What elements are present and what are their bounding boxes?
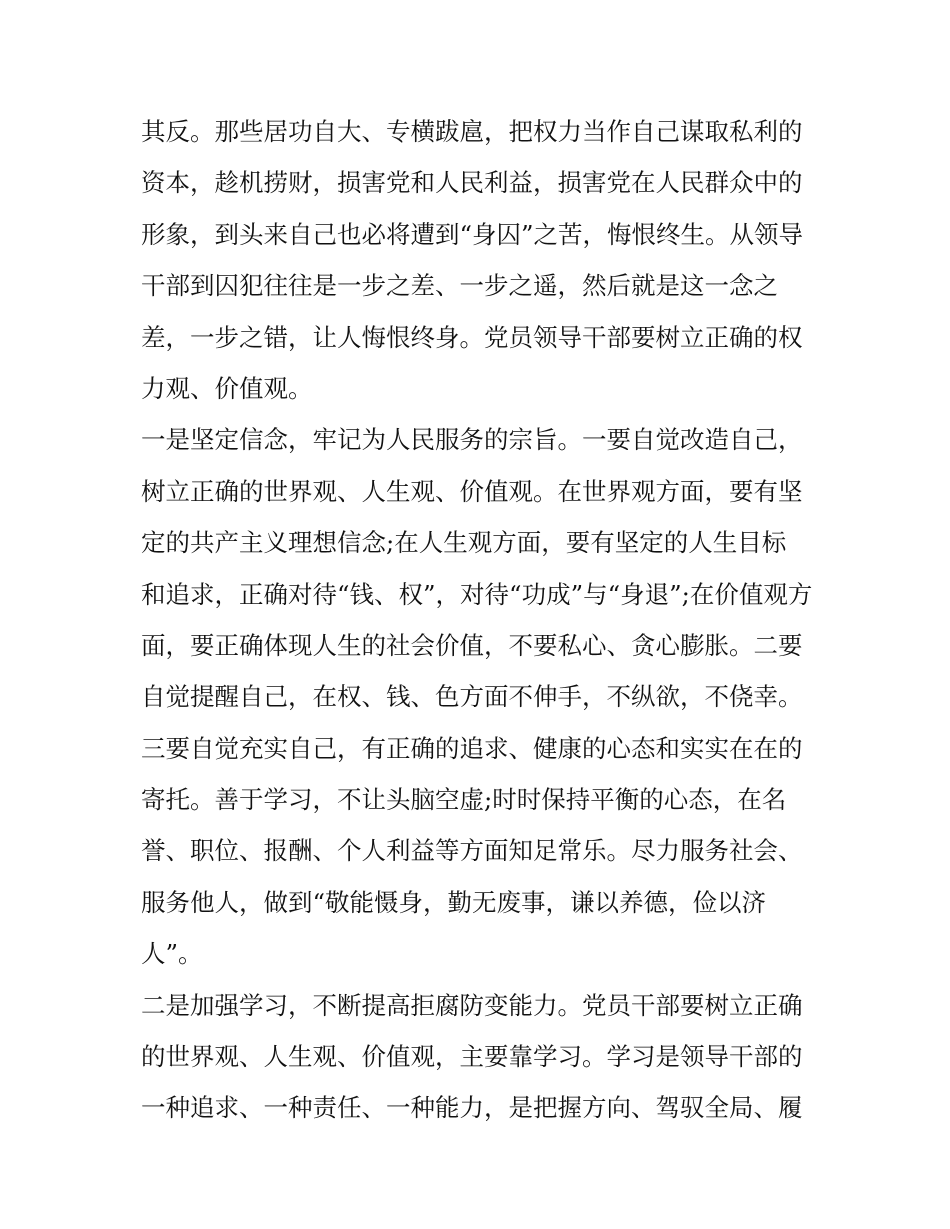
text-line: 形象，到头来自己也必将遭到“身囚”之苦，悔恨终生。从领导 xyxy=(141,219,804,249)
document-body-text xyxy=(141,106,821,1134)
text-line: 三要自觉充实自己，有正确的追求、健康的心态和实实在在的 xyxy=(141,733,803,763)
text-line: 二是加强学习，不断提高拒腐防变能力。党员干部要树立正确 xyxy=(141,990,803,1020)
text-line: 和追求，正确对待“钱、权”，对待“功成”与“身退”;在价值观方 xyxy=(141,579,813,609)
text-line: 面，要正确体现人生的社会价值，不要私心、贪心膨胀。二要 xyxy=(141,630,803,660)
text-line: 差，一步之错，让人悔恨终身。党员领导干部要树立正确的权 xyxy=(141,322,803,352)
text-line: 寄托。善于学习，不让头脑空虚;时时保持平衡的心态，在名 xyxy=(141,785,787,815)
text-line: 干部到囚犯往往是一步之差、一步之遥，然后就是这一念之 xyxy=(141,271,778,301)
text-line: 服务他人，做到“敬能慑身，勤无废事，谦以养德，俭以济 xyxy=(141,887,767,917)
text-line: 誉、职位、报酬、个人利益等方面知足常乐。尽力服务社会、 xyxy=(141,836,803,866)
text-line: 的世界观、人生观、价值观，主要靠学习。学习是领导干部的 xyxy=(141,1042,803,1072)
text-line: 一是坚定信念，牢记为人民服务的宗旨。一要自觉改造自己， xyxy=(141,425,803,455)
text-line: 资本，趁机捞财，损害党和人民利益，损害党在人民群众中的 xyxy=(141,168,803,198)
text-line: 定的共产主义理想信念;在人生观方面，要有坚定的人生目标 xyxy=(141,528,787,558)
text-line: 其反。那些居功自大、专横跋扈，把权力当作自己谋取私利的 xyxy=(141,117,803,146)
text-line: 力观、价值观。 xyxy=(141,373,313,403)
text-line: 自觉提醒自己，在权、钱、色方面不伸手，不纵欲，不侥幸。 xyxy=(141,682,803,712)
text-line: 人”。 xyxy=(141,939,203,969)
text-line: 树立正确的世界观、人生观、价值观。在世界观方面，要有坚 xyxy=(141,476,803,506)
text-line: 一种追求、一种责任、一种能力，是把握方向、驾驭全局、履 xyxy=(141,1093,803,1123)
